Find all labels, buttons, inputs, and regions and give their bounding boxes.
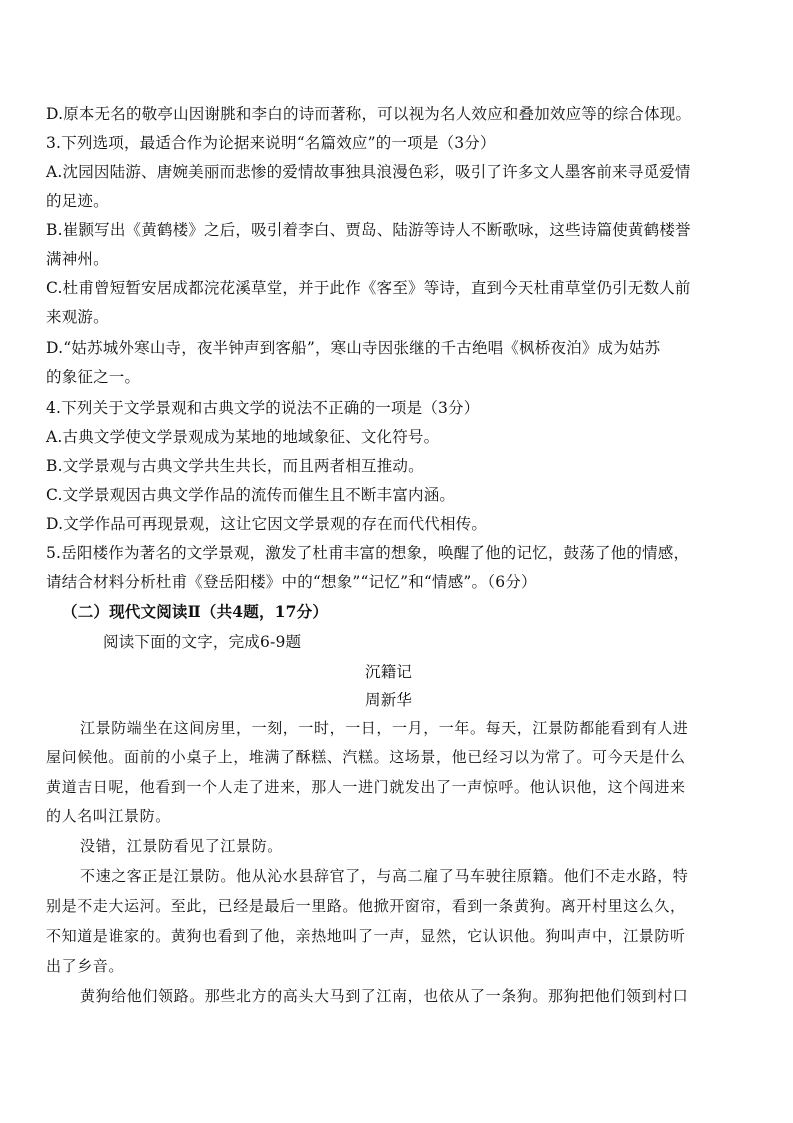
story-line: 黄狗给他们领路。那些北方的高头大马到了江南，也依从了一条狗。那狗把他们领到村口: [80, 987, 689, 1005]
story-line: 不速之客正是江景防。他从沁水县辞官了，与高二雇了马车驶往原籍。他们不走水路，特: [80, 867, 689, 885]
option-line: D.“姑苏城外寒山寺，夜半钟声到客船”，寒山寺因张继的千古绝唱《枫桥夜泊》成为姑苏: [46, 339, 661, 357]
story-line: 别是不走大运河。至此，已经是最后一里路。他掀开窗帘，看到一条黄狗。离开村里这么久，: [46, 897, 686, 915]
option-line: B.崔颢写出《黄鹤楼》之后，吸引着李白、贾岛、陆游等诗人不断歌咏，这些诗篇使黄鹤楼誉: [46, 221, 691, 239]
question-line: 4.下列关于文学景观和古典文学的说法不正确的一项是（3分）: [46, 399, 480, 417]
option-line: C.文学景观因古典文学作品的流传而催生且不断丰富内涵。: [46, 486, 456, 504]
story-line: 出了乡音。: [46, 957, 125, 975]
option-line: B.文学景观与古典文学共生共长，而且两者相互推动。: [46, 457, 424, 475]
option-line-continued: 的足迹。: [46, 192, 109, 210]
story-line: 屋问候他。面前的小桌子上，堆满了酥糕、汽糕。这场景，他已经习以为常了。可今天是什么: [46, 748, 686, 766]
story-line: 江景防端坐在这间房里，一刻，一时，一日，一月，一年。每天，江景防都能看到有人进: [80, 719, 689, 737]
section-heading: （二）现代文阅读Ⅱ（共4题，17分）: [62, 602, 329, 621]
question-line: 5.岳阳楼作为著名的文学景观，激发了杜甫丰富的想象，唤醒了他的记忆，鼓荡了他的情感，: [46, 544, 690, 562]
story-author: 周新华: [365, 691, 413, 709]
option-line-continued: 来观游。: [46, 308, 109, 326]
question-line-continued: 请结合材料分析杜甫《登岳阳楼》中的“想象”“记忆”和“情感”。（6分）: [46, 573, 537, 591]
option-line: A.古典文学使文学景观成为某地的地域象征、文化符号。: [46, 428, 440, 446]
story-line: 的人名叫江景防。: [46, 807, 171, 825]
option-line: C.杜甫曾短暂安居成都浣花溪草堂，并于此作《客至》等诗，直到今天杜甫草堂仍引无数人前: [46, 279, 691, 297]
story-title: 沉籍记: [365, 663, 413, 681]
story-line: 不知道是谁家的。黄狗也看到了他，亲热地叫了一声，显然，它认识他。狗叫声中，江景防听: [46, 927, 686, 945]
option-line-continued: 的象征之一。: [46, 368, 141, 386]
story-line: 没错，江景防看见了江景防。: [80, 837, 283, 855]
story-line: 黄道吉日呢，他看到一个人走了进来，那人一进门就发出了一声惊呼。他认识他，这个闯进来: [46, 778, 686, 796]
question-line: 3.下列选项，最适合作为论据来说明“名篇效应”的一项是（3分）: [46, 134, 496, 152]
option-line-continued: 满神州。: [46, 250, 109, 268]
option-line: D.文学作品可再现景观，这让它因文学景观的存在而代代相传。: [46, 515, 488, 533]
instruction-line: 阅读下面的文字，完成6-9题: [103, 633, 302, 651]
option-line: A.沈园因陆游、唐婉美丽而悲惨的爱情故事独具浪漫色彩，吸引了许多文人墨客前来寻觅爱情: [46, 163, 691, 181]
option-line: D.原本无名的敬亭山因谢朓和李白的诗而著称，可以视为名人效应和叠加效应等的综合体现。: [46, 105, 692, 123]
